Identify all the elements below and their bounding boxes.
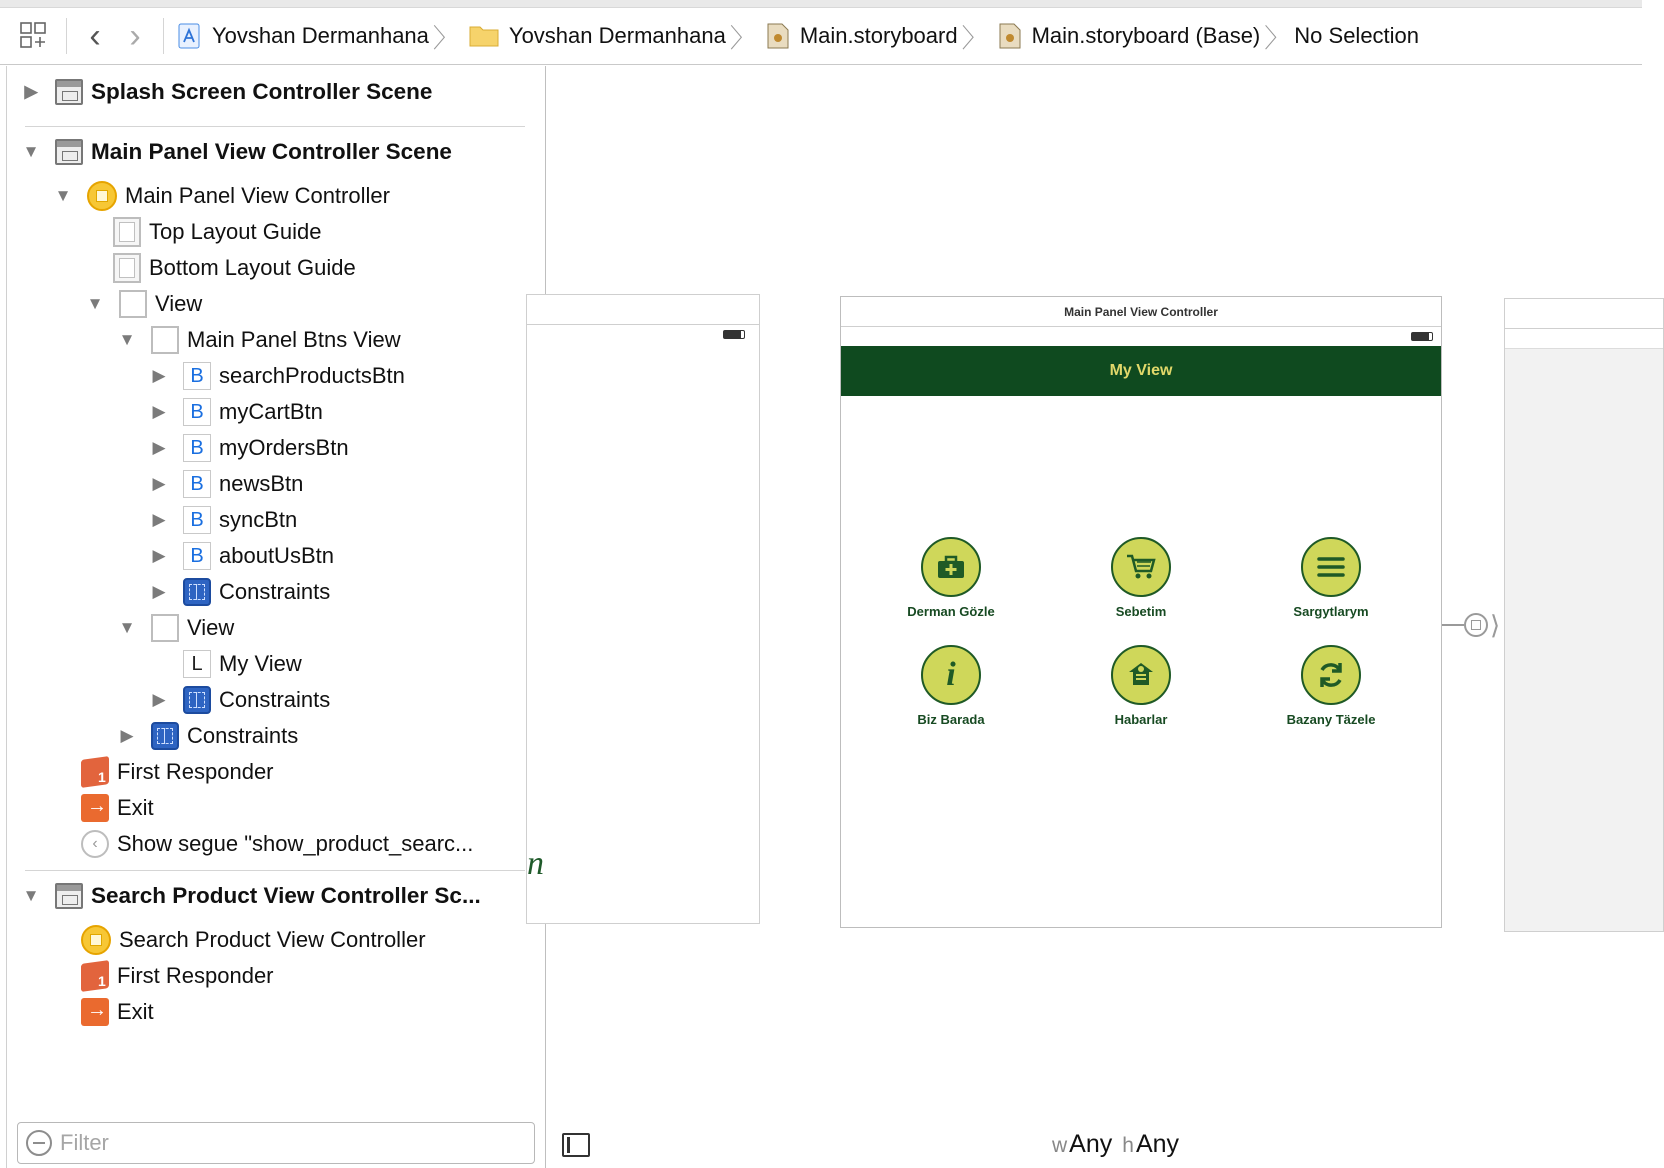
breadcrumb-label: Yovshan Dermanhana	[508, 23, 726, 48]
app-project-icon	[178, 23, 202, 49]
disclosure-expanded-icon[interactable]: ▼	[118, 618, 136, 637]
disclosure-collapsed-icon[interactable]: ▶	[152, 474, 166, 493]
outline-item-button[interactable]	[149, 538, 334, 574]
outline-item-button[interactable]	[149, 466, 303, 502]
outline-label: Exit	[117, 795, 154, 820]
first-responder-icon	[81, 756, 109, 788]
outline-item-constraints[interactable]	[149, 574, 330, 610]
outline-item-constraints[interactable]	[117, 718, 298, 754]
scene-icon	[55, 79, 83, 105]
document-outline	[6, 66, 546, 1168]
view-controller-icon	[81, 925, 111, 955]
outline-item-segue[interactable]	[81, 826, 473, 862]
outline-label: First Responder	[117, 759, 274, 784]
button-icon: B	[183, 542, 211, 570]
outline-scene-splash[interactable]	[21, 74, 432, 110]
tile-sebetim[interactable]	[1051, 537, 1231, 619]
main-panel-scene-preview[interactable]	[840, 296, 1442, 928]
chevron-right-icon: 〉	[729, 22, 756, 53]
outline-toggle-icon[interactable]	[562, 1133, 590, 1157]
disclosure-collapsed-icon[interactable]: ▶	[152, 510, 166, 529]
breadcrumb-selection[interactable]	[1294, 23, 1419, 49]
outline-item-bottom-layout-guide[interactable]	[113, 250, 356, 286]
breadcrumb-group[interactable]	[463, 23, 726, 49]
outline-item-exit[interactable]	[81, 994, 154, 1030]
scene-title-bar	[1505, 299, 1663, 329]
outline-label: Show segue "show_product_searc...	[117, 831, 474, 856]
outline-item-view[interactable]	[117, 610, 234, 646]
disclosure-collapsed-icon[interactable]: ▶	[24, 82, 38, 101]
outline-item-main-vc[interactable]	[53, 178, 390, 214]
disclosure-collapsed-icon[interactable]: ▶	[152, 582, 166, 601]
toolbar-separator	[163, 18, 164, 54]
view-controller-icon	[87, 181, 117, 211]
outline-label: Main Panel View Controller Scene	[91, 139, 452, 164]
outline-item-first-responder[interactable]	[81, 754, 274, 790]
outline-divider	[25, 870, 525, 871]
outline-label: Top Layout Guide	[149, 219, 322, 244]
refresh-icon	[1301, 645, 1361, 705]
outline-label: Bottom Layout Guide	[149, 255, 356, 280]
nav-title: My View	[1109, 362, 1173, 379]
storyboard-file-icon	[766, 23, 790, 49]
exit-icon	[81, 794, 109, 822]
outline-item-label[interactable]	[183, 646, 302, 682]
size-class-control[interactable]	[1052, 1130, 1179, 1159]
outline-item-search-vc[interactable]	[81, 922, 426, 958]
related-items-icon[interactable]	[10, 12, 58, 60]
breadcrumb-label: Main.storyboard (Base)	[1031, 23, 1261, 48]
width-size-class: wAny	[1052, 1130, 1113, 1158]
breadcrumb-storyboard-base[interactable]	[992, 23, 1261, 49]
outline-scene-search-product[interactable]	[21, 878, 481, 914]
segue-icon: ‹	[81, 830, 109, 858]
outline-label: View	[187, 615, 235, 640]
navigation-bar[interactable]	[841, 346, 1441, 396]
status-bar	[1505, 329, 1663, 349]
tile-label: Derman Gözle	[907, 604, 995, 619]
outline-label: syncBtn	[219, 507, 298, 532]
segue-connector[interactable]	[1442, 612, 1500, 638]
disclosure-collapsed-icon[interactable]: ▶	[152, 366, 166, 385]
button-icon: B	[183, 506, 211, 534]
exit-icon	[81, 998, 109, 1026]
outline-label: Search Product View Controller	[119, 927, 426, 952]
info-icon: i	[921, 645, 981, 705]
button-icon: B	[183, 434, 211, 462]
layout-guide-icon	[113, 217, 141, 247]
constraints-icon	[183, 578, 211, 606]
outline-divider	[25, 126, 525, 127]
chevron-right-icon: 〉	[1264, 22, 1291, 53]
disclosure-collapsed-icon[interactable]: ▶	[120, 726, 134, 745]
outline-item-view[interactable]	[85, 286, 202, 322]
outline-label: Search Product View Controller Sc...	[91, 883, 481, 908]
tile-label: Sebetim	[1115, 604, 1167, 619]
outline-label: Main Panel View Controller	[125, 183, 390, 208]
jump-bar	[0, 8, 1642, 65]
disclosure-expanded-icon[interactable]: ▼	[86, 294, 104, 313]
forward-arrow-icon[interactable]: ›	[129, 16, 141, 55]
view-icon	[151, 326, 179, 354]
news-icon	[1111, 645, 1171, 705]
outline-item-button[interactable]	[149, 358, 405, 394]
view-icon	[151, 614, 179, 642]
height-size-class: hAny	[1122, 1130, 1180, 1158]
disclosure-collapsed-icon[interactable]: ▶	[152, 690, 166, 709]
outline-label: newsBtn	[219, 471, 304, 496]
outline-label: First Responder	[117, 963, 274, 988]
outline-label: Constraints	[219, 579, 331, 604]
outline-label: searchProductsBtn	[219, 363, 405, 388]
outline-item-first-responder[interactable]	[81, 958, 274, 994]
segue-arrow-icon: ⟩	[1490, 610, 1501, 640]
outline-label: aboutUsBtn	[219, 543, 334, 568]
tile-bazany-tazele[interactable]	[1241, 645, 1421, 727]
breadcrumb-project[interactable]	[172, 23, 429, 49]
outline-label: My View	[219, 651, 302, 676]
breadcrumb-storyboard[interactable]	[760, 23, 958, 49]
disclosure-expanded-icon[interactable]: ▼	[22, 142, 40, 161]
outline-label: myOrdersBtn	[219, 435, 349, 460]
outline-item-top-layout-guide[interactable]	[113, 214, 321, 250]
tile-derman-gozle[interactable]	[861, 537, 1041, 619]
outline-item-btns-view[interactable]	[117, 322, 401, 358]
outline-label: myCartBtn	[219, 399, 323, 424]
button-icon: B	[183, 398, 211, 426]
disclosure-collapsed-icon[interactable]: ▶	[152, 546, 166, 565]
storyboard-canvas[interactable]	[527, 66, 1642, 1168]
constraints-icon	[183, 686, 211, 714]
tile-label: Sargytlarym	[1293, 604, 1369, 619]
search-product-scene-preview[interactable]	[1504, 298, 1664, 932]
tile-label: Biz Barada	[917, 712, 985, 727]
constraints-icon	[151, 722, 179, 750]
folder-icon	[469, 23, 499, 49]
splash-logo-fragment: n	[527, 845, 544, 882]
layout-guide-icon	[113, 253, 141, 283]
disclosure-expanded-icon[interactable]: ▼	[54, 186, 72, 205]
battery-icon	[1411, 332, 1433, 341]
outline-item-button[interactable]	[149, 394, 323, 430]
outline-filter-field[interactable]	[17, 1122, 535, 1164]
disclosure-collapsed-icon[interactable]: ▶	[152, 438, 166, 457]
outline-label: Constraints	[187, 723, 299, 748]
tile-sargytlarym[interactable]	[1241, 537, 1421, 619]
outline-item-constraints[interactable]	[149, 682, 330, 718]
list-icon	[1301, 537, 1361, 597]
outline-item-button[interactable]	[149, 430, 349, 466]
breadcrumb-label: No Selection	[1294, 23, 1420, 48]
tile-label: Bazany Täzele	[1286, 712, 1376, 727]
status-bar	[841, 327, 1441, 346]
label-icon: L	[183, 650, 211, 678]
filter-input[interactable]	[60, 1130, 480, 1156]
outline-item-exit[interactable]	[81, 790, 154, 826]
chevron-right-icon: 〉	[961, 22, 988, 53]
outline-scene-main-panel[interactable]	[21, 134, 452, 170]
tile-biz-barada[interactable]	[861, 645, 1041, 727]
back-arrow-icon[interactable]: ‹	[89, 16, 101, 55]
outline-label: Main Panel Btns View	[187, 327, 401, 352]
outline-label: Constraints	[219, 687, 331, 712]
battery-icon	[723, 330, 745, 339]
outline-item-button[interactable]	[149, 502, 297, 538]
window-top-strip	[0, 0, 1642, 8]
medkit-icon	[921, 537, 981, 597]
scene-icon	[55, 139, 83, 165]
outline-label: Exit	[117, 999, 154, 1024]
chevron-right-icon: 〉	[432, 22, 459, 53]
button-icon: B	[183, 362, 211, 390]
segue-line	[1442, 624, 1464, 626]
outline-label: View	[155, 291, 203, 316]
toolbar-separator	[66, 18, 67, 54]
breadcrumb-label: Main.storyboard	[799, 23, 958, 48]
filter-icon	[26, 1130, 52, 1156]
scene-icon	[55, 883, 83, 909]
breadcrumb-label: Yovshan Dermanhana	[212, 23, 429, 48]
outline-label: Splash Screen Controller Scene	[91, 79, 433, 104]
storyboard-file-icon	[998, 23, 1022, 49]
disclosure-expanded-icon[interactable]: ▼	[118, 330, 136, 349]
disclosure-collapsed-icon[interactable]: ▶	[152, 402, 166, 421]
tile-habarlar[interactable]	[1051, 645, 1231, 727]
view-icon	[119, 290, 147, 318]
tile-label: Habarlar	[1114, 712, 1168, 727]
segue-icon[interactable]	[1464, 613, 1488, 637]
scene-title-bar	[527, 295, 759, 325]
button-icon: B	[183, 470, 211, 498]
splash-scene-preview[interactable]	[526, 294, 760, 924]
cart-icon	[1111, 537, 1171, 597]
first-responder-icon	[81, 960, 109, 992]
disclosure-expanded-icon[interactable]: ▼	[22, 886, 40, 905]
scene-title-bar[interactable]: Main Panel View Controller	[841, 297, 1441, 327]
